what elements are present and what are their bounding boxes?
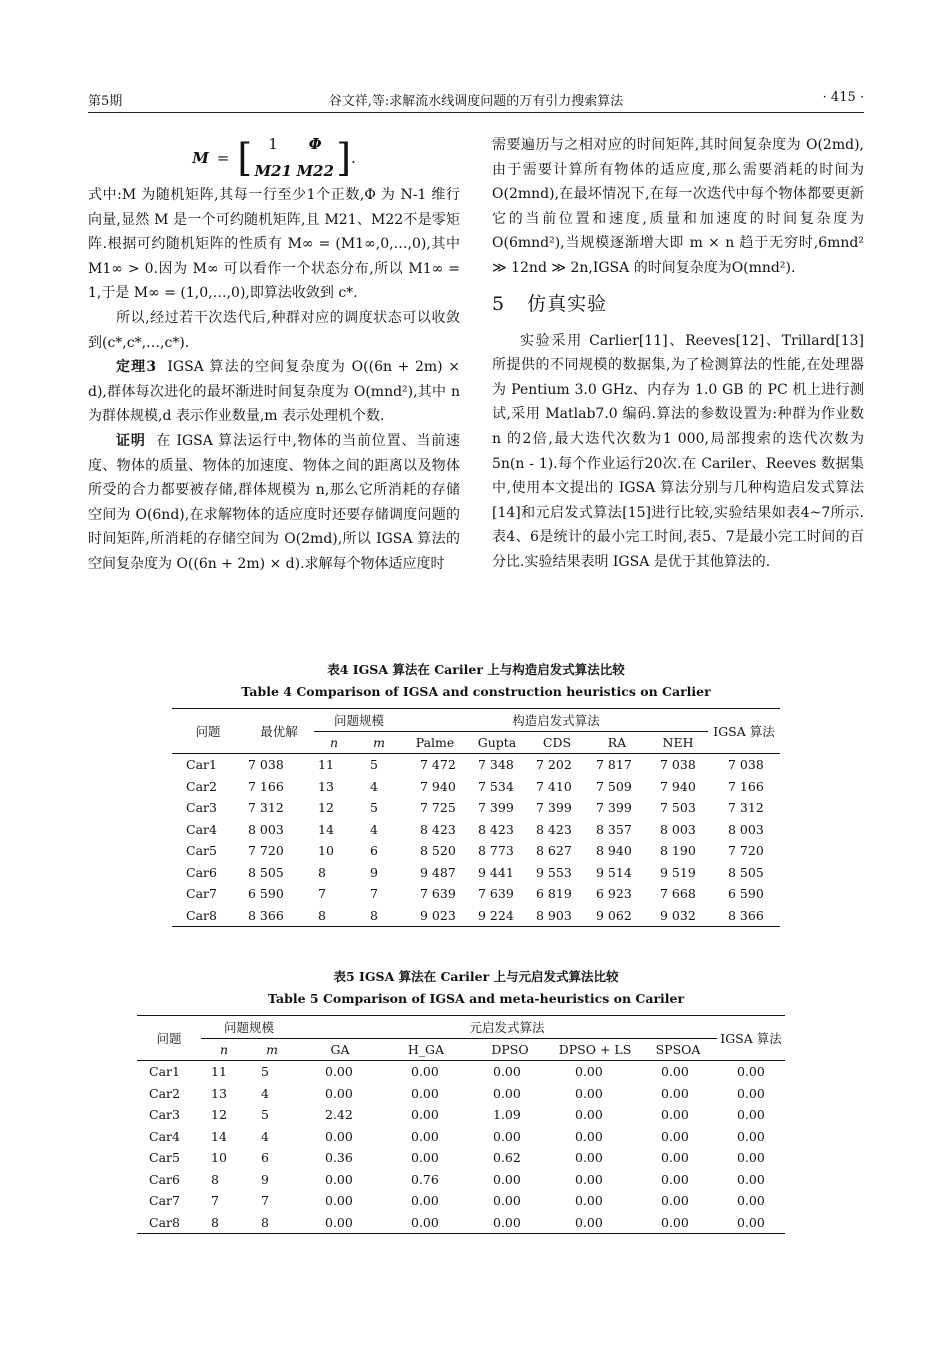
proof bbox=[88, 429, 460, 577]
col-method: Gupta bbox=[477, 734, 517, 750]
table-cell: 7 038 bbox=[728, 757, 764, 773]
matrix-lhs: M bbox=[192, 148, 209, 167]
table-cell: Car5 bbox=[149, 1150, 180, 1166]
table-cell: 0.00 bbox=[325, 1128, 353, 1144]
col-method: DPSO bbox=[491, 1041, 529, 1057]
table-cell: 6 590 bbox=[248, 886, 284, 902]
table-cell: 0.00 bbox=[411, 1193, 439, 1209]
table-row bbox=[172, 862, 780, 884]
section-number: 5 bbox=[492, 292, 506, 315]
table-cell: 0.00 bbox=[661, 1150, 689, 1166]
section-heading bbox=[492, 289, 864, 319]
table-cell: 0.00 bbox=[493, 1171, 521, 1187]
table-cell: 7 940 bbox=[420, 778, 456, 794]
table-cell: 8 627 bbox=[536, 843, 572, 859]
table-cell: 7 720 bbox=[248, 843, 284, 859]
col-optimal: 最优解 bbox=[244, 709, 314, 754]
running-title: 谷文祥,等:求解流水线调度问题的万有引力搜索算法 bbox=[328, 94, 624, 109]
col-scale: 问题规模 bbox=[314, 709, 404, 732]
table-cell: 0.00 bbox=[661, 1214, 689, 1230]
matrix-equation: M = [ 1 Φ M21 M22 ] . bbox=[88, 133, 460, 183]
table-cell: 6 bbox=[370, 843, 378, 859]
table-row bbox=[172, 840, 780, 862]
right-bracket: ] bbox=[336, 136, 352, 180]
matrix-cell: Φ bbox=[308, 135, 322, 154]
col-method: SPSOA bbox=[655, 1041, 701, 1057]
table-cell: Car8 bbox=[186, 907, 217, 923]
table-row bbox=[172, 754, 780, 776]
table-cell: Car4 bbox=[149, 1128, 180, 1144]
table-cell: 7 399 bbox=[478, 800, 514, 816]
table-cell: 10 bbox=[211, 1150, 227, 1166]
table-cell: 7 bbox=[261, 1193, 269, 1209]
table-cell: 7 410 bbox=[536, 778, 572, 794]
table-cell: 0.00 bbox=[411, 1150, 439, 1166]
table-cell: 8 bbox=[318, 864, 326, 880]
page-number: · 415 · bbox=[822, 90, 864, 105]
table-cell: 7 399 bbox=[536, 800, 572, 816]
table-cell: 8 940 bbox=[596, 843, 632, 859]
table-cell: 0.36 bbox=[325, 1150, 353, 1166]
table-cell: 8 357 bbox=[596, 821, 632, 837]
col-igsa: IGSA 算法 bbox=[717, 1016, 785, 1061]
table-cell: 0.00 bbox=[575, 1214, 603, 1230]
table-row bbox=[172, 883, 780, 905]
running-header bbox=[88, 90, 864, 110]
table-row bbox=[172, 905, 780, 927]
table-cell: 0.00 bbox=[661, 1064, 689, 1080]
table-cell: 14 bbox=[318, 821, 334, 837]
table-cell: 0.00 bbox=[493, 1128, 521, 1144]
table-cell: 8 190 bbox=[660, 843, 696, 859]
table-cell: 10 bbox=[318, 843, 334, 859]
table-cell: Car5 bbox=[186, 843, 217, 859]
table-cell: 6 590 bbox=[728, 886, 764, 902]
table-cell: 7 503 bbox=[660, 800, 696, 816]
table-cell: 0.00 bbox=[575, 1171, 603, 1187]
table-cell: 8 003 bbox=[728, 821, 764, 837]
table-cell: 4 bbox=[370, 778, 378, 794]
table-cell: 8 505 bbox=[728, 864, 764, 880]
table-cell: Car3 bbox=[149, 1107, 180, 1123]
table-cell: 0.00 bbox=[575, 1107, 603, 1123]
table5-caption-en: Table 5 Comparison of IGSA and meta-heuristics on Cariler bbox=[267, 991, 685, 1006]
table-cell: 0.00 bbox=[411, 1214, 439, 1230]
table-cell: 7 472 bbox=[420, 757, 456, 773]
table-cell: 7 509 bbox=[596, 778, 632, 794]
table-cell: 8 bbox=[261, 1214, 269, 1230]
table-row bbox=[137, 1169, 785, 1191]
table-cell: 0.00 bbox=[575, 1193, 603, 1209]
table-cell: 7 399 bbox=[596, 800, 632, 816]
table-cell: 14 bbox=[211, 1128, 227, 1144]
col-method: CDS bbox=[542, 734, 572, 750]
table-cell: 8 520 bbox=[420, 843, 456, 859]
matrix-cell: 1 bbox=[268, 135, 278, 154]
col-scale: 问题规模 bbox=[201, 1016, 297, 1039]
table-cell: 7 202 bbox=[536, 757, 572, 773]
theorem-text: IGSA 算法的空间复杂度为 O((6n + 2m) × d),群体每次进化的最坏渐进时间复杂度为 O(mnd²),其中 n 为群体规模,d 表示作业数量,m 表示处理机个数. bbox=[88, 359, 460, 425]
table-cell: 0.00 bbox=[411, 1085, 439, 1101]
table-cell: 5 bbox=[261, 1064, 269, 1080]
table-cell: 4 bbox=[261, 1128, 269, 1144]
table-cell: 0.76 bbox=[411, 1171, 439, 1187]
col-problem: 问题 bbox=[137, 1016, 201, 1061]
matrix-cells bbox=[252, 132, 336, 183]
table-cell: 0.00 bbox=[737, 1214, 765, 1230]
table-cell: 7 312 bbox=[248, 800, 284, 816]
table-cell: 6 bbox=[261, 1150, 269, 1166]
table-cell: 8 423 bbox=[478, 821, 514, 837]
table-row bbox=[137, 1104, 785, 1126]
table-cell: 8 423 bbox=[536, 821, 572, 837]
matrix-cell: M21 bbox=[254, 162, 292, 180]
table-cell: 9 bbox=[370, 864, 378, 880]
table-cell: 7 668 bbox=[660, 886, 696, 902]
table-cell: 2.42 bbox=[325, 1107, 353, 1123]
col-n: n bbox=[329, 734, 339, 750]
table-cell: 8 366 bbox=[728, 907, 764, 923]
table-cell: 5 bbox=[370, 757, 378, 773]
table-cell: 7 038 bbox=[660, 757, 696, 773]
table-cell: 11 bbox=[318, 757, 334, 773]
left-bracket: [ bbox=[237, 136, 253, 180]
table-cell: 0.62 bbox=[493, 1150, 521, 1166]
table-cell: 9 487 bbox=[420, 864, 456, 880]
header-rule bbox=[88, 112, 864, 113]
table-cell: 9 023 bbox=[420, 907, 456, 923]
table-4 bbox=[172, 708, 780, 927]
table-cell: Car1 bbox=[186, 757, 217, 773]
table-cell: 11 bbox=[211, 1064, 227, 1080]
table-cell: 5 bbox=[261, 1107, 269, 1123]
table-cell: 0.00 bbox=[661, 1193, 689, 1209]
table-cell: 0.00 bbox=[493, 1064, 521, 1080]
table-row bbox=[137, 1083, 785, 1105]
table-cell: 0.00 bbox=[661, 1085, 689, 1101]
table-row bbox=[172, 797, 780, 819]
table-cell: 0.00 bbox=[325, 1064, 353, 1080]
col-m: m bbox=[373, 734, 385, 750]
table-cell: 0.00 bbox=[575, 1150, 603, 1166]
table-row bbox=[137, 1126, 785, 1148]
table-cell: 8 bbox=[211, 1214, 219, 1230]
table-row bbox=[172, 776, 780, 798]
table-cell: 0.00 bbox=[737, 1064, 765, 1080]
proof-text: 在 IGSA 算法运行中,物体的当前位置、当前速度、物体的质量、物体的加速度、物体之间的距离以及物体所受的合力都要被存储,群体规模为 n,那么它所消耗的存储空间为 O(6nd),在求解物体的适应度时还要存储调度问题的时间矩阵,所消耗的存储空间为 O(2md),所以 IGSA 算法的空间复杂度为 O((6n + 2m) × d).求解每个物体适应度时 bbox=[88, 432, 461, 572]
table-cell: 5 bbox=[370, 800, 378, 816]
table-cell: 0.00 bbox=[325, 1085, 353, 1101]
issue-number: 第5期 bbox=[88, 94, 123, 109]
table-cell: Car2 bbox=[186, 778, 217, 794]
table-cell: 0.00 bbox=[325, 1171, 353, 1187]
table-cell: 12 bbox=[318, 800, 334, 816]
table-cell: 0.00 bbox=[661, 1128, 689, 1144]
table-cell: 7 bbox=[211, 1193, 219, 1209]
table-row bbox=[137, 1190, 785, 1212]
paragraph: 所以,经过若干次迭代后,种群对应的调度状态可以收敛到(c*,c*,…,c*). bbox=[88, 309, 460, 351]
col-method: RA bbox=[607, 734, 627, 750]
table4-caption-en: Table 4 Comparison of IGSA and construction heuristics on Carlier bbox=[241, 684, 711, 699]
right-column bbox=[492, 133, 864, 575]
table-5 bbox=[137, 1015, 785, 1234]
table-cell: Car3 bbox=[186, 800, 217, 816]
table-cell: 7 639 bbox=[420, 886, 456, 902]
table-cell: 8 366 bbox=[248, 907, 284, 923]
table-cell: Car7 bbox=[149, 1193, 180, 1209]
table-cell: 7 534 bbox=[478, 778, 514, 794]
table-cell: 8 003 bbox=[660, 821, 696, 837]
table-cell: 0.00 bbox=[411, 1128, 439, 1144]
table-cell: 7 725 bbox=[420, 800, 456, 816]
table-cell: 0.00 bbox=[575, 1128, 603, 1144]
table-cell: 7 166 bbox=[728, 778, 764, 794]
table-cell: 0.00 bbox=[325, 1214, 353, 1230]
table-cell: 0.00 bbox=[411, 1107, 439, 1123]
table-row bbox=[137, 1061, 785, 1083]
table-cell: 8 773 bbox=[478, 843, 514, 859]
table-cell: Car8 bbox=[149, 1214, 180, 1230]
col-m: m bbox=[266, 1041, 278, 1057]
table-cell: 0.00 bbox=[575, 1064, 603, 1080]
table-row bbox=[137, 1212, 785, 1234]
table-cell: 9 519 bbox=[660, 864, 696, 880]
table-cell: 8 003 bbox=[248, 821, 284, 837]
section-title: 仿真实验 bbox=[527, 292, 608, 315]
table-cell: Car6 bbox=[149, 1171, 180, 1187]
table-cell: 7 312 bbox=[728, 800, 764, 816]
table-cell: Car6 bbox=[186, 864, 217, 880]
table-cell: Car1 bbox=[149, 1064, 180, 1080]
table-cell: 0.00 bbox=[411, 1064, 439, 1080]
table-cell: 7 348 bbox=[478, 757, 514, 773]
proof-label: 证明 bbox=[116, 432, 146, 449]
table-cell: 0.00 bbox=[493, 1085, 521, 1101]
table-cell: 0.00 bbox=[661, 1171, 689, 1187]
table-cell: 9 224 bbox=[478, 907, 514, 923]
table-cell: 0.00 bbox=[493, 1214, 521, 1230]
table-cell: 0.00 bbox=[737, 1128, 765, 1144]
col-igsa: IGSA 算法 bbox=[708, 709, 780, 754]
table-cell: 7 940 bbox=[660, 778, 696, 794]
theorem-label: 定理3 bbox=[116, 359, 157, 376]
table-cell: 7 817 bbox=[596, 757, 632, 773]
table-cell: 8 bbox=[370, 907, 378, 923]
col-group: 构造启发式算法 bbox=[404, 709, 708, 732]
paragraph: 式中:M 为随机矩阵,其每一行至少1个正数,Φ 为 N-1 维行向量,显然 M 是一个可约随机矩阵,且 M21、M22不是零矩阵.根据可约随机矩阵的性质有 M∞ = (M1∞,0,…,0),其中 M1∞ > 0.因为 M∞ 可以看作一个状态分布,所以 M1∞ = 1,于是 M∞ = (1,0,…,0),即算法收敛到 c*. bbox=[88, 187, 460, 302]
table-cell: 9 062 bbox=[596, 907, 632, 923]
table-cell: 8 bbox=[318, 907, 326, 923]
table-cell: 7 038 bbox=[248, 757, 284, 773]
col-method: NEH bbox=[662, 734, 694, 750]
paragraph: 需要遍历与之相对应的时间矩阵,其时间复杂度为 O(2md),由于需要计算所有物体的适应度,那么需要消耗的时间为 O(2mnd),在最坏情况下,在每一次迭代中每个物体都要更新它的当前位置和速度,质量和加速度的时间复杂度为 O(6mnd²),当规模逐渐增大即 m × n 趋于无穷时,6mnd² ≫ 12nd ≫ 2n,IGSA 的时间复杂度为O(mnd²). bbox=[492, 137, 864, 276]
table-cell: 8 505 bbox=[248, 864, 284, 880]
table-cell: 4 bbox=[370, 821, 378, 837]
table-cell: 0.00 bbox=[661, 1107, 689, 1123]
table-cell: 0.00 bbox=[737, 1107, 765, 1123]
table-cell: 4 bbox=[261, 1085, 269, 1101]
col-n: n bbox=[219, 1041, 229, 1057]
table-cell: 0.00 bbox=[737, 1193, 765, 1209]
col-method: H_GA bbox=[407, 1041, 445, 1057]
col-group: 元启发式算法 bbox=[297, 1016, 717, 1039]
table-cell: 9 553 bbox=[536, 864, 572, 880]
theorem-3 bbox=[88, 355, 460, 429]
table-cell: 7 166 bbox=[248, 778, 284, 794]
table-cell: 7 bbox=[318, 886, 326, 902]
col-method: DPSO + LS bbox=[558, 1041, 632, 1057]
table-cell: 7 bbox=[370, 886, 378, 902]
table-cell: 9 441 bbox=[478, 864, 514, 880]
table-cell: 8 423 bbox=[420, 821, 456, 837]
table-cell: 8 903 bbox=[536, 907, 572, 923]
table-cell: 8 bbox=[211, 1171, 219, 1187]
table-row bbox=[172, 819, 780, 841]
col-method: Palme bbox=[415, 734, 455, 750]
col-problem: 问题 bbox=[172, 709, 244, 754]
table-cell: 13 bbox=[211, 1085, 227, 1101]
paragraph: 实验采用 Carlier[11]、Reeves[12]、Trillard[13] 所提供的不同规模的数据集,为了检测算法的性能,在处理器为 Pentium 3.0 GHz、内存为 1.0 GB 的 PC 机上进行测试,采用 Matlab7.0 编码.算法的参数设置为:种群为作业数 n 的2倍,最大迭代次数为1 000,局部搜索的迭代次数为 5n(n - 1).每个作业运行20次.在 Cariler、Reeves 数据集中,使用本文提出的 IGSA 算法分别与几种构造启发式算法[14]和元启发式算法[15]进行比较,实验结果如表4~7所示.表4、6是统计的最小完工时间,表5、7是最小完工时间的百分比.实验结果表明 IGSA 是优于其他算法的. bbox=[492, 332, 864, 570]
table-cell: 9 514 bbox=[596, 864, 632, 880]
table-cell: Car7 bbox=[186, 886, 217, 902]
table-cell: Car2 bbox=[149, 1085, 180, 1101]
table4-caption-cn: 表4 IGSA 算法在 Cariler 上与构造启发式算法比较 bbox=[327, 662, 625, 677]
matrix-cell: M22 bbox=[296, 162, 334, 180]
col-method: GA bbox=[330, 1041, 350, 1057]
table-cell: 0.00 bbox=[737, 1150, 765, 1166]
table-cell: 7 639 bbox=[478, 886, 514, 902]
table-cell: 7 720 bbox=[728, 843, 764, 859]
table-cell: 0.00 bbox=[575, 1085, 603, 1101]
table-row bbox=[137, 1147, 785, 1169]
table-cell: 0.00 bbox=[325, 1193, 353, 1209]
table-cell: 9 032 bbox=[660, 907, 696, 923]
table-cell: 1.09 bbox=[493, 1107, 521, 1123]
table-cell: 13 bbox=[318, 778, 334, 794]
table-cell: 6 923 bbox=[596, 886, 632, 902]
table5-caption-cn: 表5 IGSA 算法在 Cariler 上与元启发式算法比较 bbox=[333, 969, 619, 984]
left-column bbox=[88, 133, 460, 577]
table-cell: 9 bbox=[261, 1171, 269, 1187]
table-cell: 0.00 bbox=[737, 1171, 765, 1187]
table-cell: 6 819 bbox=[536, 886, 572, 902]
table-cell: 0.00 bbox=[737, 1085, 765, 1101]
table-cell: 12 bbox=[211, 1107, 227, 1123]
table-cell: Car4 bbox=[186, 821, 217, 837]
table-cell: 0.00 bbox=[493, 1193, 521, 1209]
